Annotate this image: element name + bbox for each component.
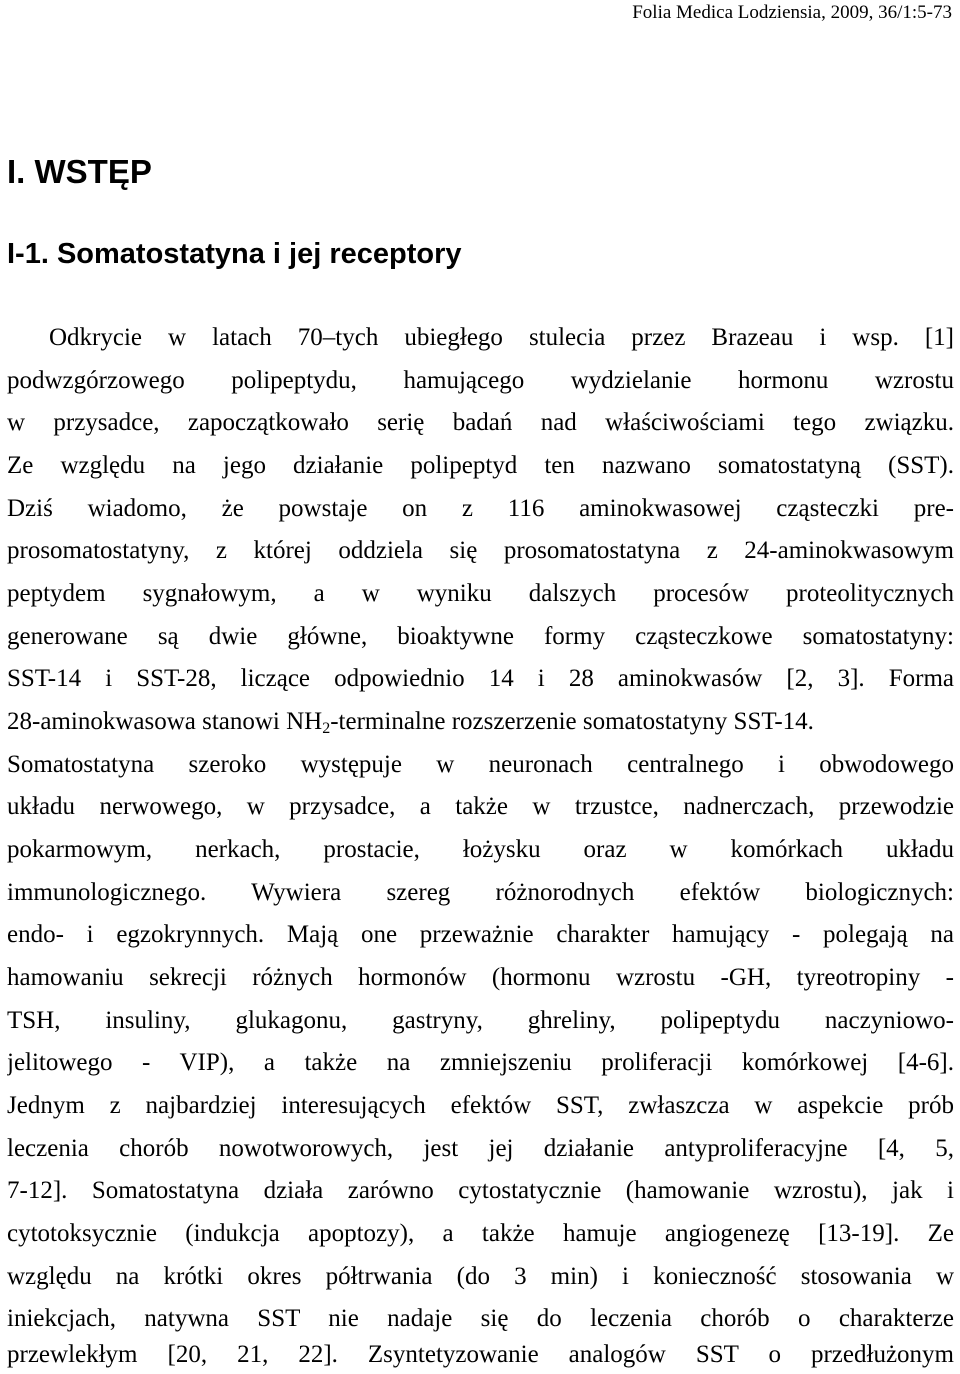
text-line: Dziś wiadomo, że powstaje on z 116 aminokwasowej cząsteczki pre-: [7, 495, 954, 522]
text-line: prosomatostatyny, z której oddziela się prosomatostatyna z 24-aminokwasowym: [7, 537, 954, 564]
text-line: immunologicznego. Wywiera szereg różnorodnych efektów biologicznych:: [7, 879, 954, 906]
text-line: generowane są dwie główne, bioaktywne formy cząsteczkowe somatostatyny:: [7, 623, 954, 650]
text-line: Ze względu na jego działanie polipeptyd ten nazwano somatostatyną (SST).: [7, 452, 954, 479]
text-line: hamowaniu sekrecji różnych hormonów (hormonu wzrostu -GH, tyreotropiny -: [7, 964, 954, 991]
text-line: iniekcjach, natywna SST nie nadaje się do leczenia chorób o charakterze: [7, 1305, 954, 1332]
text-line: układu nerwowego, w przysadce, a także w trzustce, nadnerczach, przewodzie: [7, 793, 954, 820]
text-line: Jednym z najbardziej interesujących efektów SST, zwłaszcza w aspekcie prób: [7, 1092, 954, 1119]
text-line: Somatostatyna szeroko występuje w neuronach centralnego i obwodowego: [7, 751, 954, 778]
text-line: [7, 704, 954, 740]
text-line: endo- i egzokrynnych. Mają one przeważnie charakter hamujący - polegają na: [7, 921, 954, 948]
text-line: Odkrycie w latach 70–tych ubiegłego stulecia przez Brazeau i wsp. [1]: [49, 324, 954, 351]
journal-citation-header: Folia Medica Lodziensia, 2009, 36/1:5-73: [632, 2, 952, 23]
text-line: 7-12]. Somatostatyna działa zarówno cytostatycznie (hamowanie wzrostu), jak i: [7, 1177, 954, 1204]
text-line: leczenia chorób nowotworowych, jest jej działanie antyproliferacyjne [4, 5,: [7, 1135, 954, 1162]
text-line: podwzgórzowego polipeptydu, hamującego wydzielanie hormonu wzrostu: [7, 367, 954, 394]
text-line: w przysadce, zapoczątkowało serię badań nad właściwościami tego związku.: [7, 409, 954, 436]
text-line: jelitowego - VIP), a także na zmniejszeniu proliferacji komórkowej [4-6].: [7, 1049, 954, 1076]
text-line: przewlekłym [20, 21, 22]. Zsyntetyzowanie analogów SST o przedłużonym: [7, 1341, 954, 1368]
subsection-heading: I-1. Somatostatyna i jej receptory: [7, 238, 462, 270]
text-fragment: 28-aminokwasowa stanowi NH: [7, 708, 323, 735]
text-line: SST-14 i SST-28, liczące odpowiednio 14 i 28 aminokwasów [2, 3]. Forma: [7, 665, 954, 692]
text-line: peptydem sygnałowym, a w wyniku dalszych procesów proteolitycznych: [7, 580, 954, 607]
text-line: względu na krótki okres półtrwania (do 3 min) i konieczność stosowania w: [7, 1263, 954, 1290]
text-line: pokarmowym, nerkach, prostacie, łożysku oraz w komórkach układu: [7, 836, 954, 863]
text-fragment: -terminalne rozszerzenie somatostatyny SST-14.: [330, 708, 814, 735]
text-line: TSH, insuliny, glukagonu, gastryny, ghreliny, polipeptydu naczyniowo-: [7, 1007, 954, 1034]
section-heading: I. WSTĘP: [7, 153, 152, 190]
text-line: cytotoksycznie (indukcja apoptozy), a także hamuje angiogenezę [13-19]. Ze: [7, 1220, 954, 1247]
subscript-text: 2: [322, 720, 331, 737]
